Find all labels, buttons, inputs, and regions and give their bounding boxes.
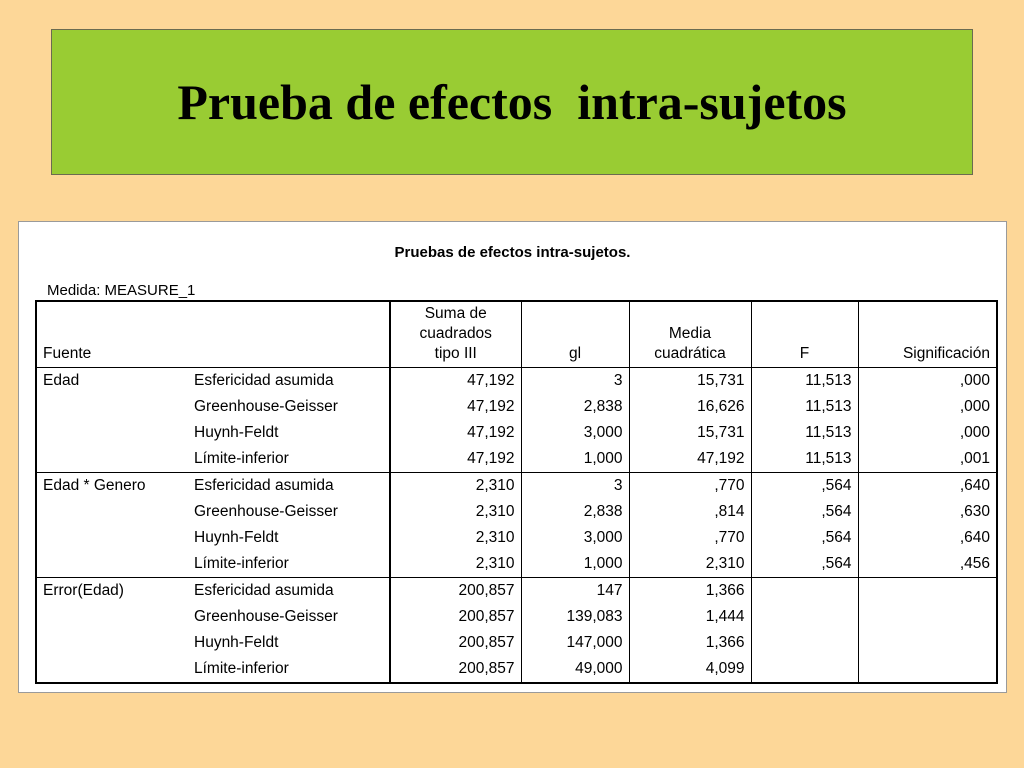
suma-cell: 47,192 xyxy=(390,368,521,395)
source-cell xyxy=(36,551,188,578)
header-fuente: Fuente xyxy=(36,301,188,368)
header-f: F xyxy=(751,301,858,368)
table-row xyxy=(36,630,997,656)
gl-cell: 3 xyxy=(521,368,629,395)
suma-cell: 47,192 xyxy=(390,420,521,446)
source-cell xyxy=(36,630,188,656)
method-cell: Esfericidad asumida xyxy=(188,578,390,605)
method-cell: Límite-inferior xyxy=(188,446,390,473)
sig-cell: ,456 xyxy=(858,551,997,578)
f-cell xyxy=(751,604,858,630)
method-cell: Esfericidad asumida xyxy=(188,368,390,395)
table-row xyxy=(36,604,997,630)
f-cell: 11,513 xyxy=(751,446,858,473)
source-cell xyxy=(36,499,188,525)
method-cell: Greenhouse-Geisser xyxy=(188,604,390,630)
suma-cell: 2,310 xyxy=(390,525,521,551)
gl-cell: 3,000 xyxy=(521,420,629,446)
f-cell: ,564 xyxy=(751,551,858,578)
source-cell: Edad xyxy=(43,372,80,389)
source-cell xyxy=(36,446,188,473)
sig-cell: ,640 xyxy=(959,477,990,494)
f-cell xyxy=(751,630,858,656)
media-cell: ,814 xyxy=(629,499,751,525)
sig-cell xyxy=(858,578,997,605)
header-row xyxy=(36,301,997,368)
sig-cell: ,000 xyxy=(959,372,990,389)
gl-cell: 139,083 xyxy=(521,604,629,630)
media-cell: 15,731 xyxy=(629,420,751,446)
sig-cell: ,001 xyxy=(858,446,997,473)
sig-cell xyxy=(858,604,997,630)
gl-cell: 2,838 xyxy=(521,394,629,420)
sig-cell: ,000 xyxy=(959,398,990,415)
f-cell: 11,513 xyxy=(751,394,858,420)
table-row xyxy=(36,420,997,446)
f-cell: ,564 xyxy=(751,473,858,500)
f-cell: 11,513 xyxy=(751,420,858,446)
media-cell: ,770 xyxy=(629,473,751,500)
table-body xyxy=(36,368,997,684)
suma-cell: 200,857 xyxy=(390,604,521,630)
media-cell: 1,444 xyxy=(629,604,751,630)
slide-title-box xyxy=(51,29,973,175)
media-cell: 47,192 xyxy=(629,446,751,473)
method-cell: Greenhouse-Geisser xyxy=(188,394,390,420)
header-significacion: Significación xyxy=(858,301,997,368)
table-title: Pruebas de efectos intra-sujetos. xyxy=(394,244,631,261)
source-cell xyxy=(36,420,188,446)
measure-label: Medida: MEASURE_1 xyxy=(47,282,196,299)
table-row xyxy=(36,578,997,605)
table-row xyxy=(36,525,997,551)
table-row xyxy=(36,394,997,420)
method-cell: Huynh-Feldt xyxy=(188,525,390,551)
effects-table xyxy=(35,300,998,684)
gl-cell: 3 xyxy=(521,473,629,500)
header-media: Media cuadrática xyxy=(629,301,751,368)
source-cell xyxy=(36,604,188,630)
method-cell: Huynh-Feldt xyxy=(188,420,390,446)
table-panel xyxy=(18,221,1007,693)
header-suma: Suma de cuadrados tipo III xyxy=(390,301,521,368)
gl-cell: 1,000 xyxy=(521,446,629,473)
gl-cell: 147 xyxy=(521,578,629,605)
table-row xyxy=(36,499,997,525)
header-method xyxy=(188,301,390,368)
header-gl: gl xyxy=(521,301,629,368)
suma-cell: 2,310 xyxy=(390,473,521,500)
table-row xyxy=(36,656,997,683)
source-cell xyxy=(36,656,188,683)
f-cell: 11,513 xyxy=(751,368,858,395)
suma-cell: 2,310 xyxy=(390,499,521,525)
source-cell xyxy=(36,394,188,420)
suma-cell: 47,192 xyxy=(390,394,521,420)
media-cell: 4,099 xyxy=(629,656,751,683)
suma-cell: 200,857 xyxy=(390,630,521,656)
method-cell: Límite-inferior xyxy=(188,656,390,683)
suma-cell: 200,857 xyxy=(390,656,521,683)
sig-cell: ,640 xyxy=(959,529,990,546)
media-cell: 16,626 xyxy=(629,394,751,420)
media-cell: 1,366 xyxy=(629,578,751,605)
source-cell: Error(Edad) xyxy=(43,582,124,599)
method-cell: Límite-inferior xyxy=(188,551,390,578)
gl-cell: 147,000 xyxy=(521,630,629,656)
gl-cell: 49,000 xyxy=(521,656,629,683)
method-cell: Huynh-Feldt xyxy=(188,630,390,656)
f-cell xyxy=(751,578,858,605)
source-cell: Edad * Genero xyxy=(43,477,146,494)
suma-cell: 200,857 xyxy=(390,578,521,605)
sig-cell: ,630 xyxy=(959,503,990,520)
table-row xyxy=(36,368,997,395)
gl-cell: 1,000 xyxy=(521,551,629,578)
media-cell: 2,310 xyxy=(629,551,751,578)
f-cell: ,564 xyxy=(751,525,858,551)
f-cell: ,564 xyxy=(751,499,858,525)
media-cell: ,770 xyxy=(629,525,751,551)
table-row xyxy=(36,551,997,578)
gl-cell: 2,838 xyxy=(521,499,629,525)
gl-cell: 3,000 xyxy=(521,525,629,551)
suma-cell: 2,310 xyxy=(390,551,521,578)
sig-cell: ,000 xyxy=(959,424,990,441)
sig-cell xyxy=(858,630,997,656)
media-cell: 15,731 xyxy=(629,368,751,395)
method-cell: Greenhouse-Geisser xyxy=(188,499,390,525)
slide-title: Prueba de efectos intra-sujetos xyxy=(177,74,847,130)
method-cell: Esfericidad asumida xyxy=(188,473,390,500)
suma-cell: 47,192 xyxy=(390,446,521,473)
f-cell xyxy=(751,656,858,683)
table-row xyxy=(36,446,997,473)
source-cell xyxy=(36,525,188,551)
table-row xyxy=(36,473,997,500)
sig-cell xyxy=(858,656,997,683)
media-cell: 1,366 xyxy=(629,630,751,656)
